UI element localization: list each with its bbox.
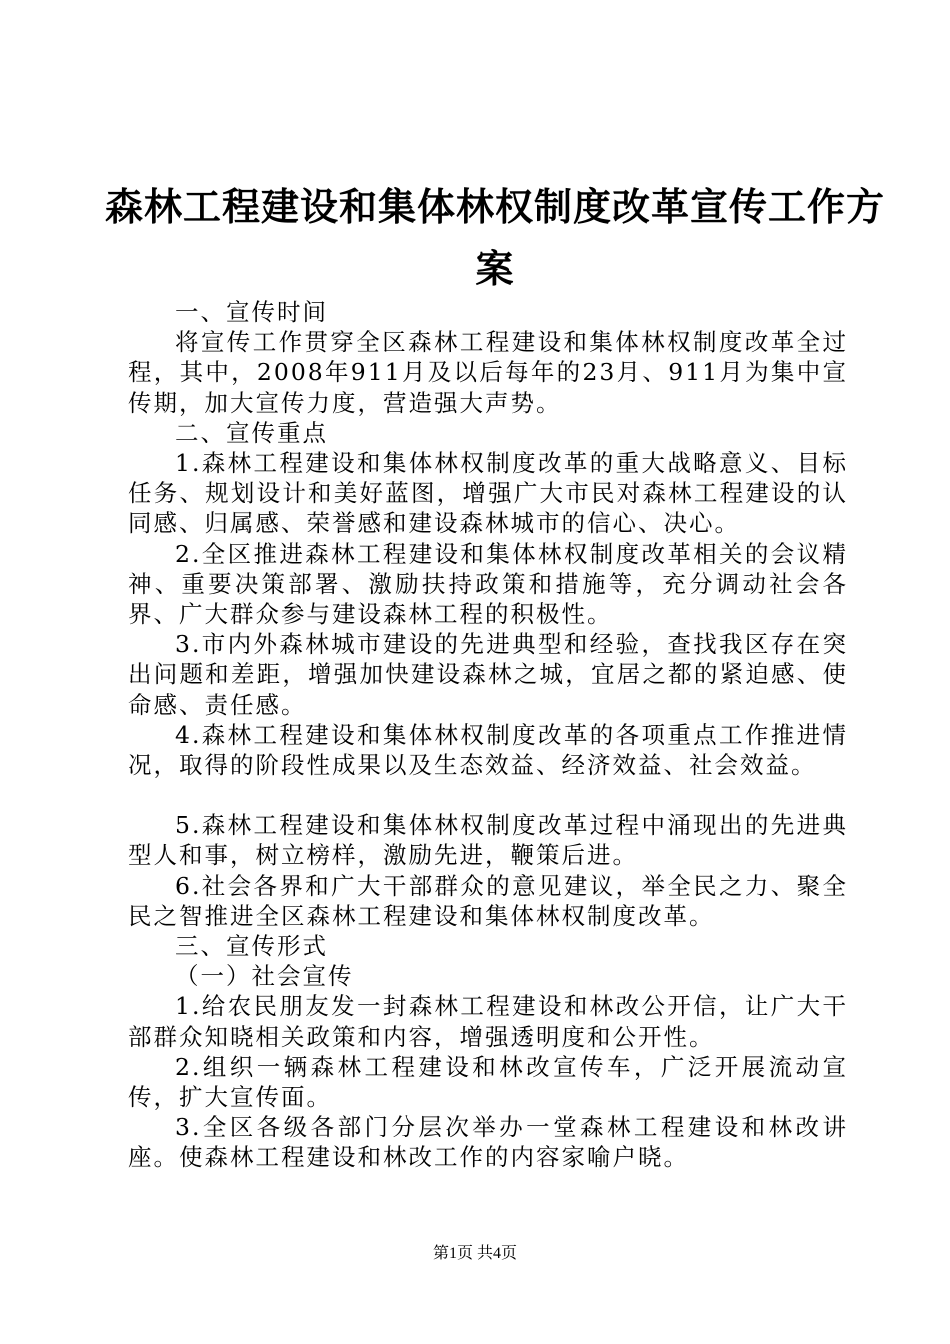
list-item: 6.社会各界和广大干部群众的意见建议，举全民之力、聚全民之智推进全区森林工程建设和集体林权制度改革。 (128, 871, 848, 930)
list-item: 1.给农民朋友发一封森林工程建设和林改公开信，让广大干部群众知晓相关政策和内容，增强透明度和公开性。 (128, 992, 848, 1051)
list-item: 3.全区各级各部门分层次举办一堂森林工程建设和林改讲座。使森林工程建设和林改工作的内容家喻户晓。 (128, 1113, 848, 1172)
paragraph: 将宣传工作贯穿全区森林工程建设和集体林权制度改革全过程，其中，2008年911月及以后每年的23月、911月为集中宣传期，加大宣传力度，营造强大声势。 (128, 328, 848, 417)
subsection-heading: （一）社会宣传 (175, 962, 354, 991)
section-heading: 三、宣传形式 (175, 932, 328, 961)
document-body (128, 297, 848, 1173)
list-item: 2.组织一辆森林工程建设和林改宣传车，广泛开展流动宣传，扩大宣传面。 (128, 1052, 848, 1112)
list-item: 1.森林工程建设和集体林权制度改革的重大战略意义、目标任务、规划设计和美好蓝图，增强广大市民对森林工程建设的认同感、归属感、荣誉感和建设森林城市的信心、决心。 (128, 449, 848, 538)
list-item: 3.市内外森林城市建设的先进典型和经验，查找我区存在突出问题和差距，增强加快建设森林之城，宜居之都的紧迫感、使命感、责任感。 (128, 630, 848, 719)
document-title: 森林工程建设和集体林权制度改革宣传工作方案 (104, 184, 885, 291)
section-heading: 一、宣传时间 (175, 298, 328, 326)
list-item: 5.森林工程建设和集体林权制度改革过程中涌现出的先进典型人和事，树立榜样，激励先进，鞭策后进。 (128, 811, 848, 870)
page-footer: 第1页 共4页 (432, 1245, 517, 1262)
list-item: 2.全区推进森林工程建设和集体林权制度改革相关的会议精神、重要决策部署、激励扶持政策和措施等，充分调动社会各界、广大群众参与建设森林工程的积极性。 (128, 539, 848, 629)
section-heading: 二、宣传重点 (175, 418, 328, 447)
list-item: 4.森林工程建设和集体林权制度改革的各项重点工作推进情况，取得的阶段性成果以及生态效益、经济效益、社会效益。 (128, 720, 848, 780)
